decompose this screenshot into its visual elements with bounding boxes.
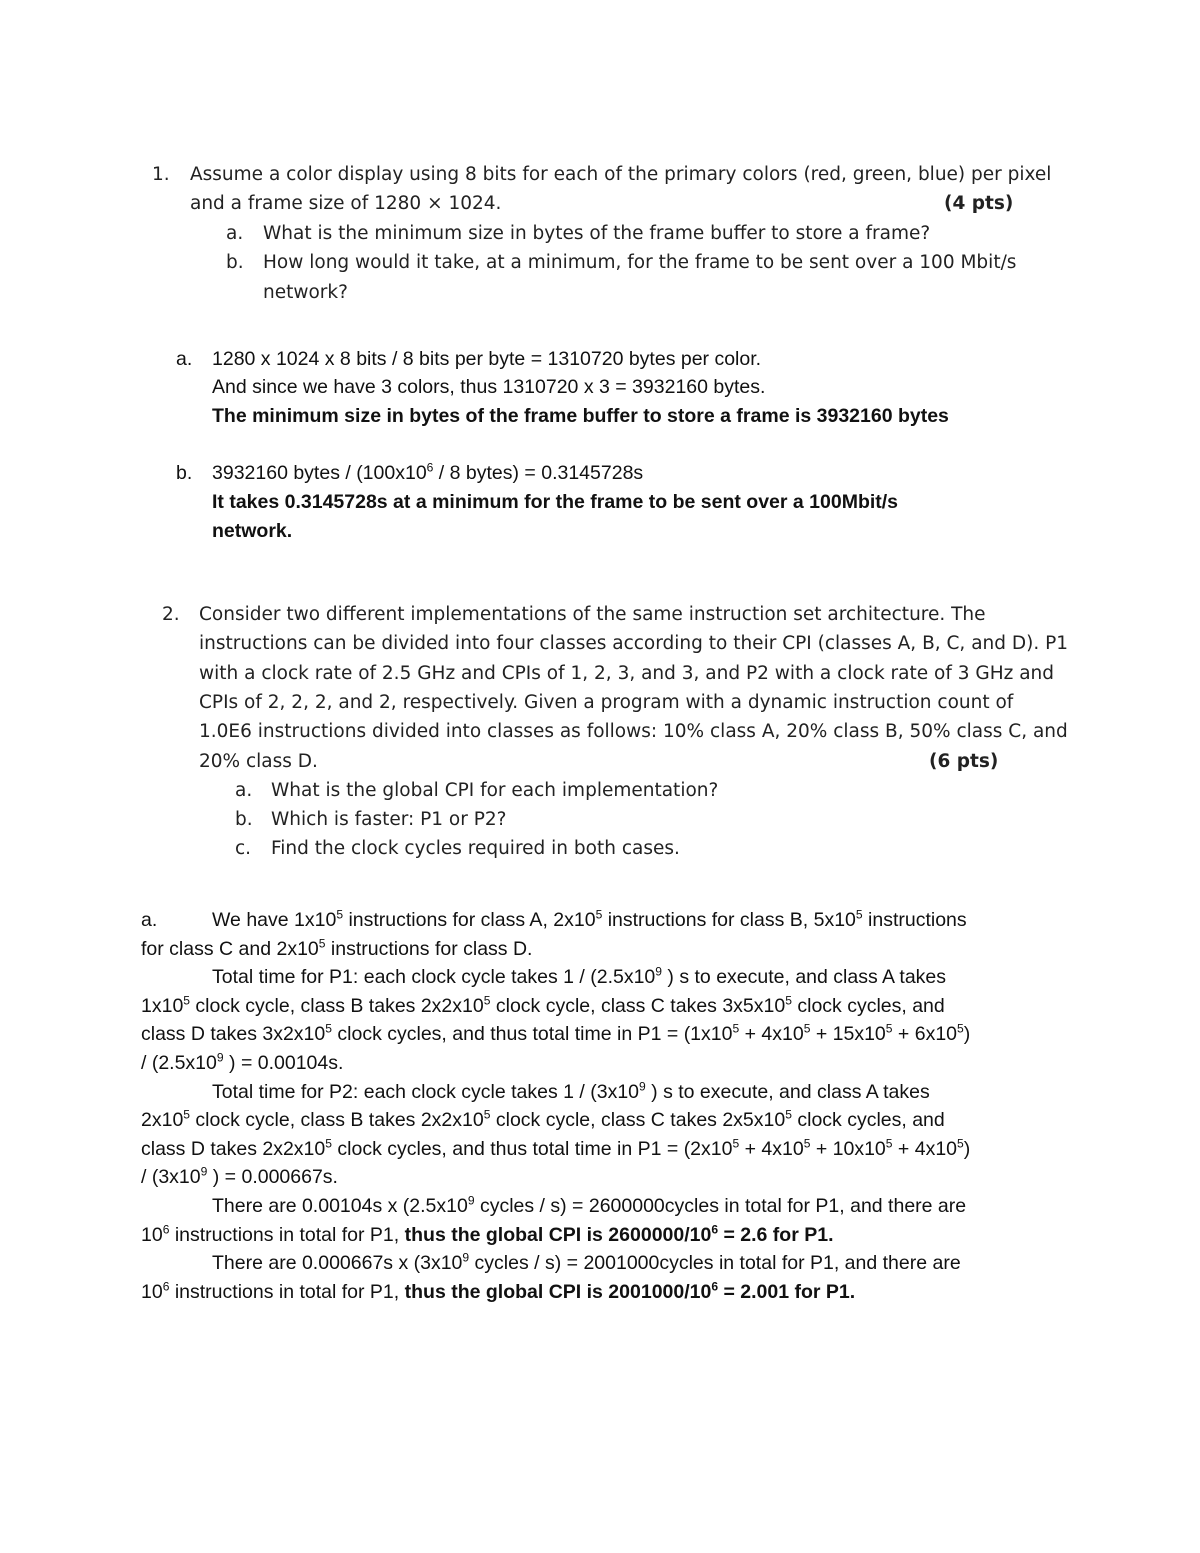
a1-b-conclusion-line2: network. <box>212 520 293 542</box>
q2-line5: 1.0E6 instructions divided into classes as follows: 10% class A, 20% class B, 50% class C, and <box>199 721 1068 742</box>
a1-b-conclusion-line1: It takes 0.3145728s at a minimum for the frame to be sent over a 100Mbit/s <box>212 491 899 513</box>
q1-sub-b-line2: network? <box>263 282 348 303</box>
a2-line-3: Total time for P1: each clock cycle takes $1 / (2.5x10^9$ ) s to execute, and class A takes <box>212 964 947 988</box>
q1-sub-b-line1: How long would it take, at a minimum, for the frame to be sent over a 100 Mbit/s <box>263 252 1017 273</box>
q2-points: (6 pts) <box>929 751 999 772</box>
a2-line-5: class D takes $3x2x10^5$ clock cycles, and thus total time in $P1 = (1x10^5 + 4x10^5 + 15x10^5 + 6x10^5)$ <box>141 1021 971 1045</box>
a2-line-6: / ($2.5x10^9$ ) = 0.00104s. <box>141 1050 344 1074</box>
a2-line-13: There are 0.000667s x ($3x10^9$ cycles / s) = 2001000cycles in total for P1, and there are <box>212 1250 961 1274</box>
a2-line-8: $2x10^5$ clock cycle, class B takes $2x2x10^5$ clock cycle, class C takes $2x5x10^5$ clock cycles, and <box>141 1107 945 1131</box>
q2-number: 2. <box>162 604 180 625</box>
q2-sub-a-text: What is the global CPI for each implementation? <box>271 780 719 801</box>
q2-sub-c-label: c. <box>235 838 252 859</box>
q1-points: (4 pts) <box>944 193 1014 214</box>
q2-sub-a-label: a. <box>235 780 253 801</box>
a2-line-11: There are 0.00104s x ($2.5x10^9$ cycles / s) = 2600000cycles in total for P1, and there are <box>212 1193 967 1217</box>
q1-text-line1: Assume a color display using 8 bits for each of the primary colors (red, green, blue) per pixel <box>190 164 1052 185</box>
q1-number: 1. <box>152 164 170 185</box>
q2-line6: 20% class D. <box>199 751 318 772</box>
a1-b-label: b. <box>176 462 193 484</box>
q2-line3: with a clock rate of 2.5 GHz and CPIs of 1, 2, 3, and 3, and P2 with a clock rate of 3 GHz and <box>199 663 1055 684</box>
a2-line-2: for class C and $2x10^5$ instructions for class D. <box>141 936 533 960</box>
q1-text-line2: and a frame size of 1280 × 1024. <box>190 193 502 214</box>
a1-a-conclusion: The minimum size in bytes of the frame buffer to store a frame is 3932160 bytes <box>212 405 949 427</box>
q1-sub-a-text: What is the minimum size in bytes of the frame buffer to store a frame? <box>263 223 931 244</box>
q1-sub-a-label: a. <box>226 223 244 244</box>
a2-line-4: $1x10^5$ clock cycle, class B takes $2x2x10^5$ clock cycle, class C takes $3x5x10^5$ clock cycles, and <box>141 993 945 1017</box>
a1-a-line1: 1280 x 1024 x 8 bits / 8 bits per byte = 1310720 bytes per color. <box>212 348 762 370</box>
a2-line-1: We have $1x10^5$ instructions for class A, $2x10^5$ instructions for class B, $5x10^5$ instructions <box>212 907 967 931</box>
q1-sub-b-label: b. <box>226 252 244 273</box>
a2-line-12: $10^6$ instructions in total for P1, thus the global CPI is $2600000/10^6 = 2.6$ for P1. <box>141 1222 834 1246</box>
q2-line4: CPIs of 2, 2, 2, and 2, respectively. Given a program with a dynamic instruction count of <box>199 692 1014 713</box>
a2-label: a. <box>141 909 158 931</box>
q2-line1: Consider two different implementations of the same instruction set architecture. The <box>199 604 986 625</box>
q2-sub-c-text: Find the clock cycles required in both cases. <box>271 838 680 859</box>
a1-b-line1: 3932160 bytes / ($100x10^6 / 8$ bytes) = 0.3145728s <box>212 460 644 484</box>
a2-line-14: $10^6$ instructions in total for P1, thus the global CPI is $2001000/10^6 = 2.001$ for P1. <box>141 1279 856 1303</box>
q2-sub-b-text: Which is faster: P1 or P2? <box>271 809 507 830</box>
a1-a-label: a. <box>176 348 193 370</box>
a2-line-7: Total time for P2: each clock cycle takes $1 / (3x10^9$ ) s to execute, and class A takes <box>212 1079 930 1103</box>
q2-line2: instructions can be divided into four classes according to their CPI (classes A, B, C, and D). P1 <box>199 633 1069 654</box>
a2-line-9: class D takes $2x2x10^5$ clock cycles, and thus total time in $P1 = (2x10^5 + 4x10^5 + 10x10^5 + 4x10^5)$ <box>141 1136 971 1160</box>
a2-line-10: / ($3x10^9$ ) = 0.000667s. <box>141 1164 338 1188</box>
q2-sub-b-label: b. <box>235 809 253 830</box>
a1-a-line2: And since we have 3 colors, thus 1310720 x 3 = 3932160 bytes. <box>212 376 766 398</box>
